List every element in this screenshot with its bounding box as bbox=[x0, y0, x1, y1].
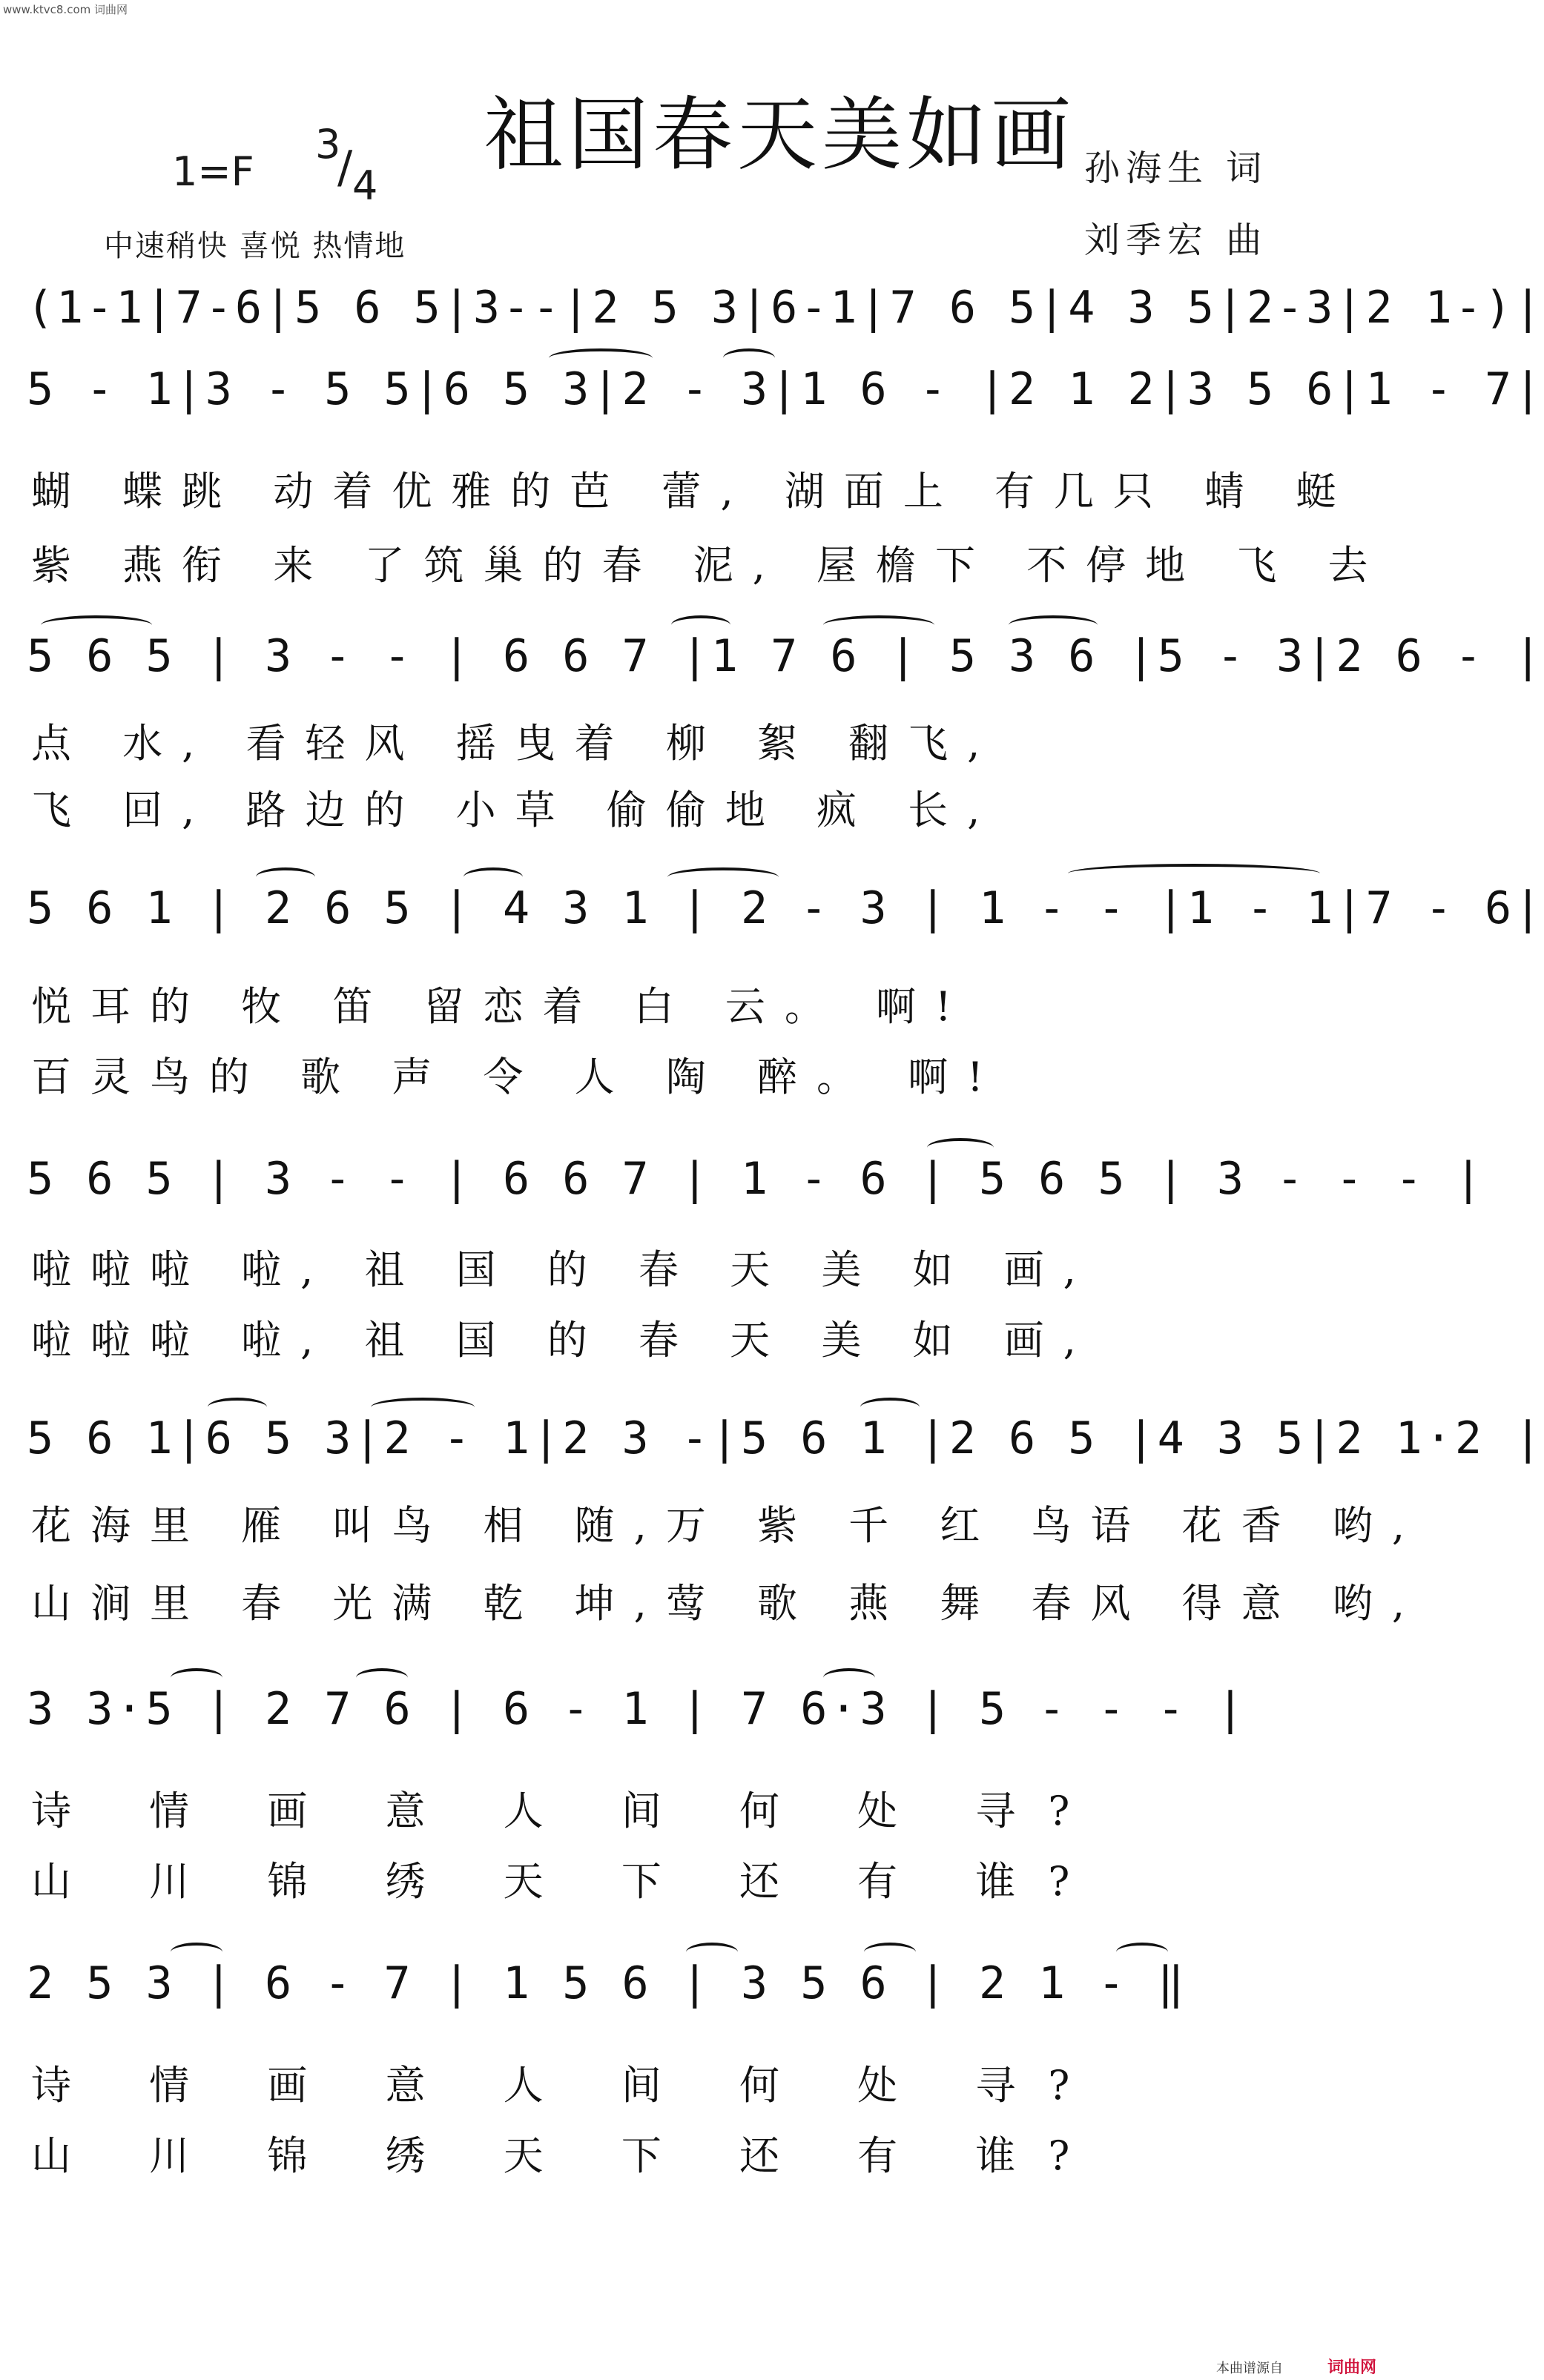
slur-mark bbox=[1116, 1943, 1168, 1962]
lyric-line-8-verse-1: 诗 情 画 意 人 间 何 处 寻? bbox=[31, 2062, 1103, 2109]
slur-mark bbox=[927, 1138, 994, 1157]
slur-mark bbox=[860, 1398, 920, 1417]
slur-mark bbox=[371, 1398, 475, 1417]
time-signature-slash: / bbox=[337, 142, 353, 194]
composer-credit: 刘季宏 曲 bbox=[1084, 219, 1268, 261]
footer-site-logo: 词曲网 bbox=[1327, 2358, 1377, 2377]
lyric-line-3-verse-2: 飞 回, 路边的 小草 偷偷地 疯 长, bbox=[31, 787, 1000, 833]
slur-mark bbox=[723, 348, 775, 368]
notation-line-8: 2 5 3 | 6 - 7 | 1 5 6 | 3 5 6 | 2 1 - ‖ bbox=[27, 1957, 1187, 2009]
notation-line-6: 5 6 1|6 5 3|2 - 1|2 3 -|5 6 1 |2 6 5 |4 3 5|2 1·2 | bbox=[27, 1412, 1544, 1464]
lyric-line-6-verse-1: 花海里 雁 叫鸟 相 随,万 紫 千 红 鸟语 花香 哟, bbox=[31, 1502, 1424, 1549]
notation-line-2: 5 - 1|3 - 5 5|6 5 3|2 - 3|1 6 - |2 1 2|3 5 6|1 - 7| bbox=[27, 363, 1544, 415]
time-signature-top: 3 bbox=[315, 121, 341, 168]
lyric-line-8-verse-2: 山 川 锦 绣 天 下 还 有 谁? bbox=[31, 2132, 1103, 2179]
lyric-line-5-verse-1: 啦啦啦 啦, 祖 国 的 春 天 美 如 画, bbox=[31, 1246, 1095, 1293]
lyric-line-3-verse-1: 点 水, 看轻风 摇曳着 柳 絮 翻飞, bbox=[31, 720, 1000, 767]
time-signature-bottom: 4 bbox=[352, 162, 378, 209]
notation-line-1: (1-1|7-6|5 6 5|3--|2 5 3|6-1|7 6 5|4 3 5|2-3|2 1-)| bbox=[27, 282, 1544, 334]
song-title: 祖国春天美如画 bbox=[484, 89, 1076, 182]
slur-mark bbox=[823, 1668, 875, 1688]
footer-source-text: 本曲谱源自 bbox=[1216, 2361, 1283, 2376]
lyricist-credit: 孙海生 词 bbox=[1084, 148, 1268, 189]
slur-mark bbox=[208, 1398, 267, 1417]
slur-mark bbox=[171, 1668, 222, 1688]
tempo-marking: 中速稍快 喜悦 热情地 bbox=[104, 229, 406, 263]
notation-line-7: 3 3·5 | 2 7 6 | 6 - 1 | 7 6·3 | 5 - - - | bbox=[27, 1683, 1247, 1735]
slur-mark bbox=[41, 615, 152, 635]
slur-mark bbox=[256, 867, 315, 887]
slur-mark bbox=[864, 1943, 916, 1962]
lyric-line-5-verse-2: 啦啦啦 啦, 祖 国 的 春 天 美 如 画, bbox=[31, 1317, 1095, 1363]
lyric-line-4-verse-1: 悦耳的 牧 笛 留恋着 白 云。 啊! bbox=[31, 983, 971, 1030]
slur-mark bbox=[686, 1943, 738, 1962]
key-signature: 1=F bbox=[172, 148, 254, 195]
lyric-line-2-verse-1: 蝴 蝶跳 动着优雅的芭 蕾, 湖面上 有几只 蜻 蜓 bbox=[31, 468, 1356, 515]
lyric-line-6-verse-2: 山涧里 春 光满 乾 坤,莺 歌 燕 舞 春风 得意 哟, bbox=[31, 1580, 1424, 1627]
slur-mark bbox=[667, 867, 779, 887]
lyric-line-2-verse-2: 紫 燕衔 来 了筑巢的春 泥, 屋檐下 不停地 飞 去 bbox=[31, 542, 1388, 589]
slur-mark bbox=[1068, 864, 1320, 883]
slur-mark bbox=[671, 615, 730, 635]
slur-mark bbox=[463, 867, 523, 887]
slur-mark bbox=[356, 1668, 408, 1688]
lyric-line-7-verse-2: 山 川 锦 绣 天 下 还 有 谁? bbox=[31, 1858, 1103, 1905]
slur-mark bbox=[171, 1943, 222, 1962]
slur-mark bbox=[823, 615, 934, 635]
notation-line-5: 5 6 5 | 3 - - | 6 6 7 | 1 - 6 | 5 6 5 | 3 - - - | bbox=[27, 1153, 1485, 1205]
lyric-line-4-verse-2: 百灵鸟的 歌 声 令 人 陶 醉。 啊! bbox=[31, 1054, 1003, 1100]
site-watermark: www.ktvc8.com 词曲网 bbox=[3, 3, 128, 16]
notation-line-4: 5 6 1 | 2 6 5 | 4 3 1 | 2 - 3 | 1 - - |1 - 1|7 - 6| bbox=[27, 882, 1544, 934]
lyric-line-7-verse-1: 诗 情 画 意 人 间 何 处 寻? bbox=[31, 1788, 1103, 1834]
slur-mark bbox=[1009, 615, 1098, 635]
slur-mark bbox=[549, 348, 653, 368]
notation-line-3: 5 6 5 | 3 - - | 6 6 7 |1 7 6 | 5 3 6 |5 - 3|2 6 - | bbox=[27, 630, 1544, 682]
